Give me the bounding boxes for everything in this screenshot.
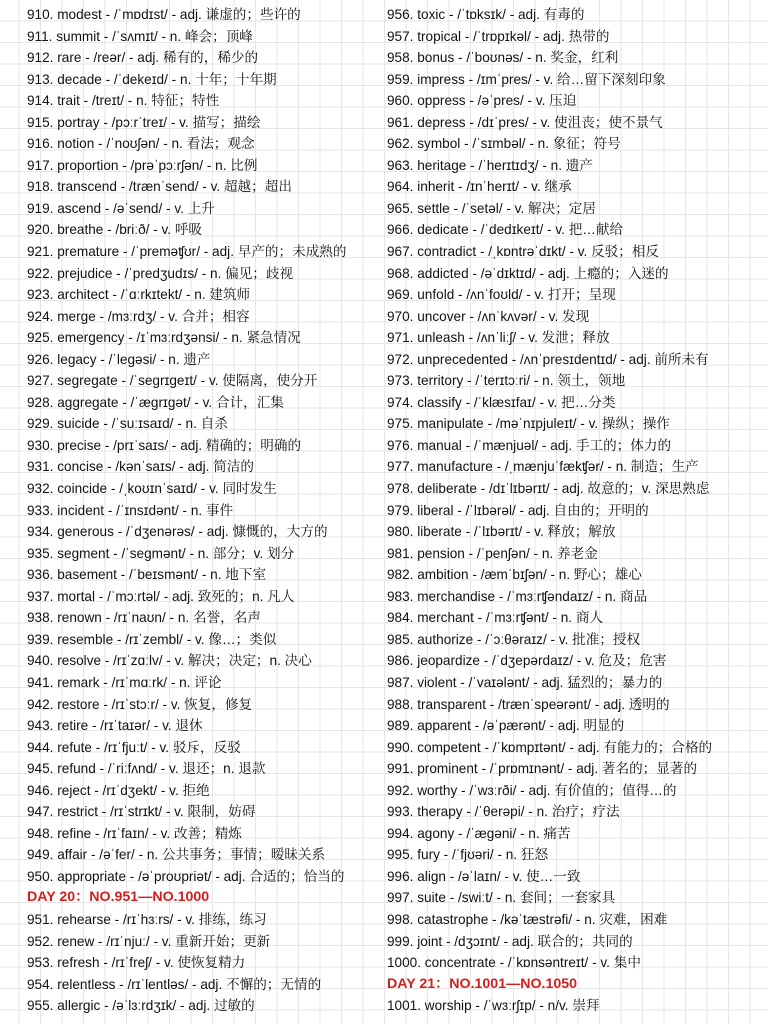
vocab-entry: 927. segregate - /ˈsegrɪgeɪt/ - v. 使隔离，使分开: [27, 373, 318, 389]
vocab-entry: 963. heritage - /ˈherɪtɪdʒ/ - n. 遗产: [387, 157, 593, 173]
vocab-entry: 998. catastrophe - /kəˈtæstrəfi/ - n. 灾难，困难: [387, 911, 668, 927]
vocab-entry: 983. merchandise - /ˈmɜːrʧəndaɪz/ - n. 商品: [387, 588, 648, 604]
vocab-entry: 986. jeopardize - /ˈdʒepərdaɪz/ - v. 危及；危害: [387, 653, 667, 669]
vocab-entry: 975. manipulate - /məˈnɪpjuleɪt/ - v. 操纵；操作: [387, 416, 670, 432]
vocab-entry: 953. refresh - /rɪˈfreʃ/ - v. 使恢复精力: [27, 955, 246, 971]
vocab-entry: 951. rehearse - /rɪˈhɜːrs/ - v. 排练，练习: [27, 911, 267, 927]
vocab-entry: 943. retire - /rɪˈtaɪər/ - v. 退休: [27, 718, 203, 734]
vocab-entry: 954. relentless - /rɪˈlentləs/ - adj. 不懈的；无情的: [27, 976, 322, 992]
vocab-entry: 946. reject - /rɪˈdʒekt/ - v. 拒绝: [27, 782, 210, 798]
vocab-entry: 997. suite - /swiːt/ - n. 套间；一套家具: [387, 890, 616, 906]
vocab-entry: 942. restore - /rɪˈstɔːr/ - v. 恢复，修复: [27, 696, 253, 712]
vocab-entry: 977. manufacture - /ˌmænjuˈfækʧər/ - n. 制造；生产: [387, 459, 699, 475]
vocab-entry: 966. dedicate - /ˈdedɪkeɪt/ - v. 把…献给: [387, 222, 624, 238]
vocab-entry: 960. oppress - /əˈpres/ - v. 压迫: [387, 93, 577, 109]
vocab-entry: 987. violent - /ˈvaɪələnt/ - adj. 猛烈的；暴力的: [387, 674, 663, 690]
vocab-entry: 916. notion - /ˈnoʊʃən/ - n. 看法；观念: [27, 136, 255, 152]
vocab-entry: 964. inherit - /ɪnˈherɪt/ - v. 继承: [387, 179, 572, 195]
vocab-entry: 990. competent - /ˈkɒmpɪtənt/ - adj. 有能力的；合格的: [387, 739, 713, 755]
vocab-entry: 938. renown - /rɪˈnaʊn/ - n. 名誉，名声: [27, 610, 261, 626]
vocab-entry: 930. precise - /prɪˈsaɪs/ - adj. 精确的；明确的: [27, 437, 302, 453]
vocab-entry: 973. territory - /ˈterɪtɔːri/ - n. 领土，领地: [387, 373, 626, 389]
vocab-entry: 959. impress - /ɪmˈpres/ - v. 给…留下深刻印象: [387, 71, 666, 87]
vocab-entry: 939. resemble - /rɪˈzembl/ - v. 像…；类似: [27, 631, 277, 647]
vocab-entry: 978. deliberate - /dɪˈlɪbərɪt/ - adj. 故意的；v. 深思熟虑: [387, 481, 710, 497]
vocab-entry: 962. symbol - /ˈsɪmbəl/ - n. 象征；符号: [387, 136, 621, 152]
vocab-entry: 917. proportion - /prəˈpɔːrʃən/ - n. 比例: [27, 157, 258, 173]
vocab-entry: 985. authorize - /ˈɔːθəraɪz/ - v. 批准；授权: [387, 631, 641, 647]
vocab-entry: 937. mortal - /ˈmɔːrtəl/ - adj. 致死的；n. 凡人: [27, 588, 295, 604]
vocab-entry: 996. align - /əˈlaɪn/ - v. 使…一致: [387, 868, 581, 884]
vocab-entry: 926. legacy - /ˈlegəsi/ - n. 遗产: [27, 351, 211, 367]
vocab-entry: 910. modest - /ˈmɒdɪst/ - adj. 谦虚的；些许的: [27, 7, 301, 22]
vocab-entry: 965. settle - /ˈsetəl/ - v. 解决；定居: [387, 200, 596, 216]
vocab-entry: 980. liberate - /ˈlɪbərɪt/ - v. 释放；解放: [387, 524, 616, 540]
vocab-entry: 968. addicted - /əˈdɪktɪd/ - adj. 上瘾的；入迷的: [387, 265, 669, 281]
vocab-entry: 941. remark - /rɪˈmɑːrk/ - n. 评论: [27, 674, 222, 690]
vocab-entry: 920. breathe - /briːð/ - v. 呼吸: [27, 222, 203, 238]
vocab-entry: 952. renew - /rɪˈnjuː/ - v. 重新开始；更新: [27, 933, 271, 949]
vocab-column-left: [27, 4, 382, 1017]
day-heading: DAY 20：NO.951—NO.1000: [27, 889, 210, 906]
vocab-entry: 994. agony - /ˈægəni/ - n. 痛苦: [387, 825, 571, 841]
vocab-entry: 932. coincide - /ˌkoʊɪnˈsaɪd/ - v. 同时发生: [27, 481, 277, 497]
vocab-entry: 924. merge - /mɜːrdʒ/ - v. 合并；相容: [27, 308, 250, 324]
vocab-entry: 936. basement - /ˈbeɪsmənt/ - n. 地下室: [27, 567, 267, 583]
vocab-entry: 915. portray - /pɔːrˈtreɪ/ - v. 描写；描绘: [27, 114, 261, 130]
vocab-entry: 913. decade - /ˈdekeɪd/ - n. 十年；十年期: [27, 71, 277, 87]
vocab-entry: 956. toxic - /ˈtɒksɪk/ - adj. 有毒的: [387, 7, 585, 22]
vocab-entry: 914. trait - /treɪt/ - n. 特征；特性: [27, 93, 220, 109]
vocab-entry: 972. unprecedented - /ʌnˈpresɪdentɪd/ - adj. 前所未有: [387, 351, 709, 367]
vocab-entry: 912. rare - /reər/ - adj. 稀有的，稀少的: [27, 50, 259, 66]
vocab-entry: 979. liberal - /ˈlɪbərəl/ - adj. 自由的；开明的: [387, 502, 649, 518]
vocab-entry: 955. allergic - /əˈlɜːrdʒɪk/ - adj. 过敏的: [27, 998, 255, 1014]
vocab-entry: 928. aggregate - /ˈægrɪgət/ - v. 合计，汇集: [27, 394, 284, 410]
vocab-entry: 988. transparent - /trænˈspeərənt/ - adj. 透明的: [387, 696, 670, 712]
vocab-entry: 921. premature - /ˈpreməʧʊr/ - adj. 早产的；未成熟的: [27, 244, 347, 260]
vocab-entry: 949. affair - /əˈfer/ - n. 公共事务；事情；暧昧关系: [27, 847, 326, 863]
vocab-entry: 931. concise - /kənˈsaɪs/ - adj. 简洁的: [27, 459, 254, 475]
vocab-column-right: [387, 4, 765, 1017]
vocab-entry: 944. refute - /rɪˈfjuːt/ - v. 驳斥，反驳: [27, 739, 241, 755]
vocab-entry: 967. contradict - /ˌkɒntrəˈdɪkt/ - v. 反驳；相反: [387, 244, 660, 260]
vocab-entry: 957. tropical - /ˈtrɒpɪkəl/ - adj. 热带的: [387, 28, 610, 44]
vocab-entry: 970. uncover - /ʌnˈkʌvər/ - v. 发现: [387, 308, 590, 324]
vocab-entry: 934. generous - /ˈdʒenərəs/ - adj. 慷慨的，大方的: [27, 524, 328, 540]
vocab-entry: 958. bonus - /ˈboʊnəs/ - n. 奖金，红利: [387, 50, 619, 66]
vocab-entry: 969. unfold - /ʌnˈfoʊld/ - v. 打开；呈现: [387, 287, 616, 303]
vocab-entry: 982. ambition - /æmˈbɪʃən/ - n. 野心；雄心: [387, 567, 642, 583]
vocab-entry: 933. incident - /ˈɪnsɪdənt/ - n. 事件: [27, 502, 234, 518]
vocab-entry: 991. prominent - /ˈprɒmɪnənt/ - adj. 著名的；显著的: [387, 761, 698, 777]
vocab-entry: 948. refine - /rɪˈfaɪn/ - v. 改善；精炼: [27, 825, 242, 841]
vocab-entry: 1001. worship - /ˈwɜːrʃɪp/ - n/v. 崇拜: [387, 998, 600, 1014]
vocab-entry: 945. refund - /ˈriːfʌnd/ - v. 退还；n. 退款: [27, 761, 266, 777]
vocab-entry: 947. restrict - /rɪˈstrɪkt/ - v. 限制，妨碍: [27, 804, 256, 820]
vocab-entry: 911. summit - /ˈsʌmɪt/ - n. 峰会；顶峰: [27, 28, 253, 44]
vocab-entry: 1000. concentrate - /ˈkɒnsəntreɪt/ - v. 集中: [387, 955, 641, 971]
vocab-entry: 961. depress - /dɪˈpres/ - v. 使沮丧；使不景气: [387, 114, 663, 130]
vocab-entry: 935. segment - /ˈsegmənt/ - n. 部分；v. 划分: [27, 545, 295, 561]
vocab-entry: 923. architect - /ˈɑːrkɪtekt/ - n. 建筑师: [27, 287, 251, 303]
vocab-entry: 919. ascend - /əˈsend/ - v. 上升: [27, 200, 215, 216]
vocab-entry: 922. prejudice - /ˈpredʒudɪs/ - n. 偏见；歧视: [27, 265, 294, 281]
vocab-entry: 999. joint - /dʒɔɪnt/ - adj. 联合的；共同的: [387, 933, 633, 949]
vocab-entry: 981. pension - /ˈpenʃən/ - n. 养老金: [387, 545, 598, 561]
vocab-entry: 992. worthy - /ˈwɜːrði/ - adj. 有价值的；值得…的: [387, 782, 677, 798]
vocab-entry: 940. resolve - /rɪˈzɑːlv/ - v. 解决；决定；n. 决心: [27, 653, 312, 669]
vocab-entry: 995. fury - /ˈfjʊəri/ - n. 狂怒: [387, 847, 549, 863]
vocab-entry: 971. unleash - /ʌnˈliːʃ/ - v. 发泄；释放: [387, 330, 610, 346]
vocab-entry: 989. apparent - /əˈpærənt/ - adj. 明显的: [387, 718, 625, 734]
vocab-entry: 925. emergency - /ɪˈmɜːrdʒənsi/ - n. 紧急情况: [27, 330, 301, 346]
vocab-entry: 929. suicide - /ˈsuːɪsaɪd/ - n. 自杀: [27, 416, 228, 432]
vocab-entry: 976. manual - /ˈmænjuəl/ - adj. 手工的；体力的: [387, 437, 672, 453]
vocab-entry: 993. therapy - /ˈθerəpi/ - n. 治疗；疗法: [387, 804, 620, 820]
vocab-entry: 950. appropriate - /əˈproʊpriət/ - adj. 合适的；恰当的: [27, 868, 345, 884]
day-heading: DAY 21：NO.1001—NO.1050: [387, 975, 578, 992]
vocab-entry: 918. transcend - /trænˈsend/ - v. 超越；超出: [27, 179, 292, 195]
vocab-entry: 974. classify - /ˈklæsɪfaɪ/ - v. 把…分类: [387, 394, 616, 410]
vocab-entry: 984. merchant - /ˈmɜːrʧənt/ - n. 商人: [387, 610, 604, 626]
